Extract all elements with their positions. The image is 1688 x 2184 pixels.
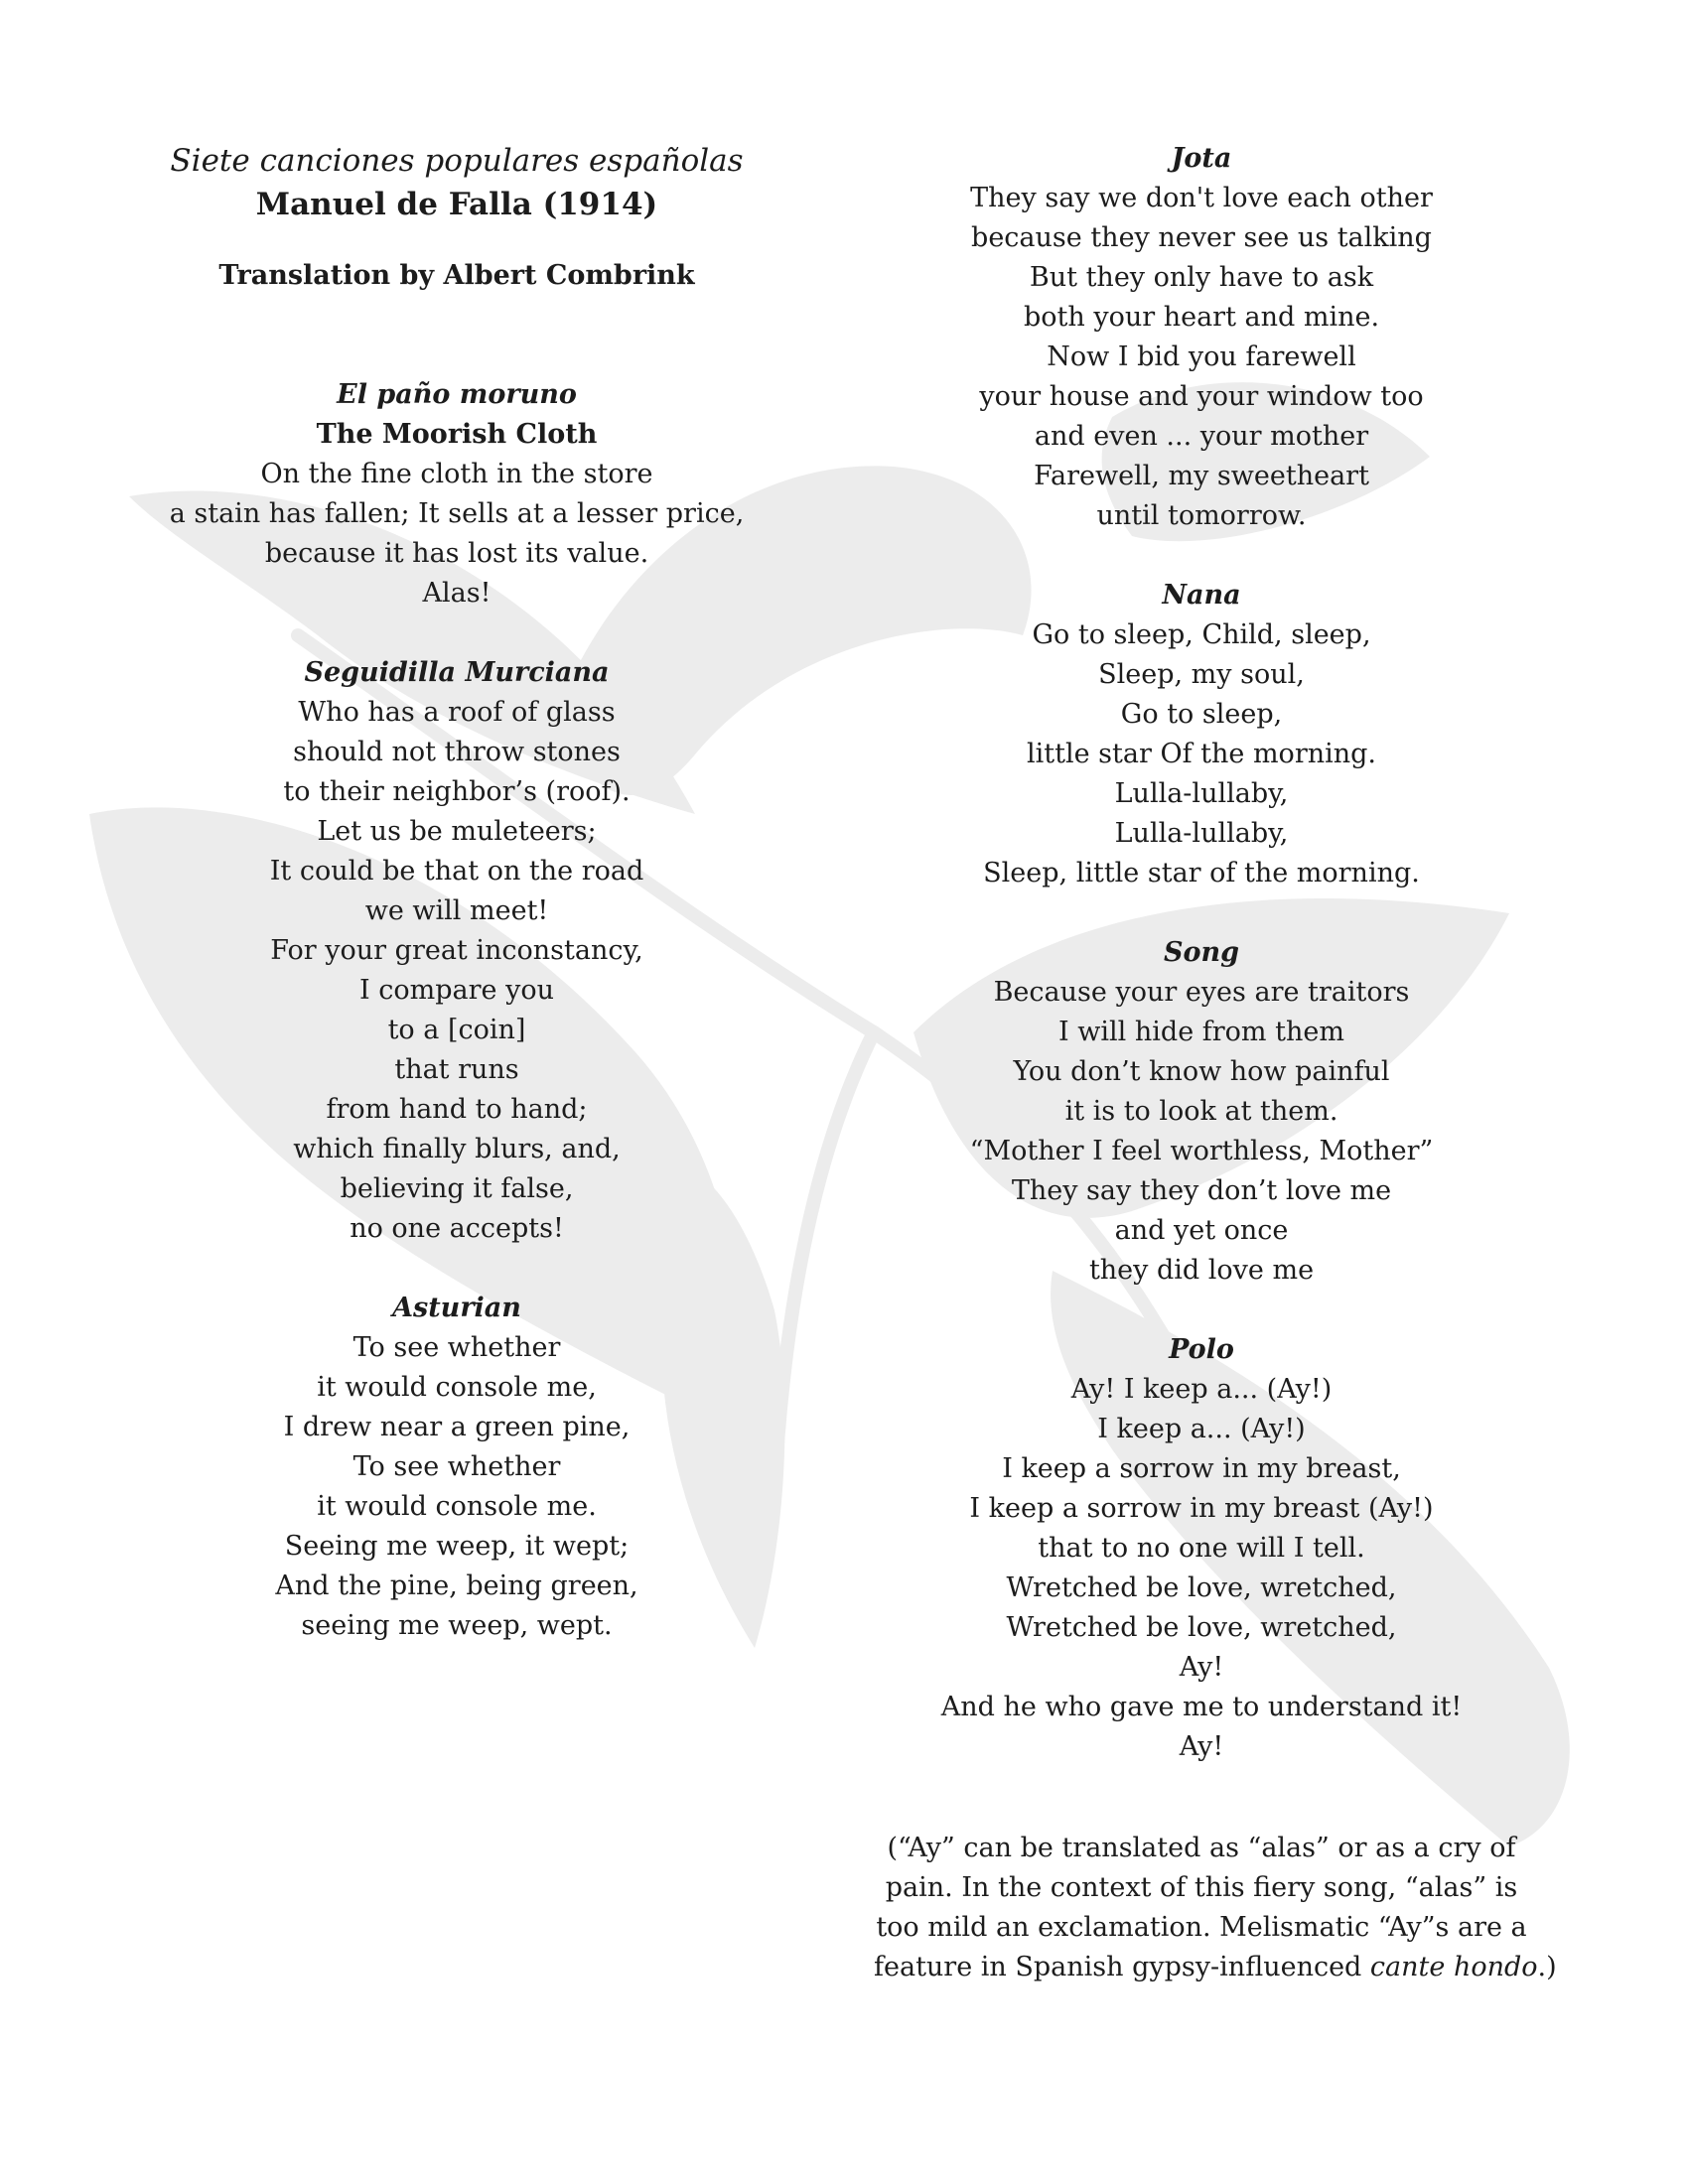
note-emphasis: cante hondo [1369,1952,1538,1982]
verse-line: from hand to hand; [326,1094,588,1125]
verse-line: to a [coin] [387,1015,526,1045]
verse-line: I keep a sorrow in my breast, [1002,1453,1401,1484]
verse-line: I drew near a green pine, [283,1412,631,1442]
verse-line: both your heart and mine. [1023,302,1380,333]
verse-line: On the fine cloth in the store [260,459,653,489]
verse-line: And the pine, being green, [275,1570,638,1601]
verse-line: Go to sleep, [1120,699,1283,730]
translator-credit: Translation by Albert Combrink [218,260,695,291]
note-line: too mild an exclamation. Melismatic “Ay”s are a [876,1912,1527,1943]
note-text: feature in Spanish gypsy-influenced [874,1952,1370,1982]
song-seguidilla-murciana [159,653,755,1249]
verse-line: Sleep, little star of the morning. [983,858,1420,888]
verse-line: And he who gave me to understand it! [940,1692,1463,1722]
verse-line: no one accepts! [350,1213,564,1244]
verse-line: You don’t know how painful [1013,1056,1390,1087]
verse-line: Seeing me weep, it wept; [284,1531,630,1562]
note-line: (“Ay” can be translated as “alas” or as a cry of [887,1833,1516,1863]
translator-note [874,1829,1557,1987]
song-jota [874,139,1529,536]
song-title: Jota [1171,143,1232,174]
verse-line: that runs [394,1054,519,1085]
verse-line: To see whether [352,1332,561,1363]
song-title: Seguidilla Murciana [304,657,610,688]
song-title: Polo [1169,1334,1234,1365]
verse-line: Sleep, my soul, [1098,659,1305,690]
verse-line: I will hide from them [1058,1017,1344,1047]
verse-line: But they only have to ask [1029,262,1374,293]
song-title: El paño moruno [337,379,577,410]
verse-line: which finally blurs, and, [293,1134,621,1164]
verse-line: because it has lost its value. [264,538,649,569]
verse-line: seeing me weep, wept. [301,1610,613,1641]
verse-line: Ay! [1179,1652,1224,1683]
verse-line: because they never see us talking [971,222,1432,253]
stem-lower [774,1032,874,1489]
verse-line: Who has a roof of glass [298,697,616,728]
note-line-last [874,1948,1557,1987]
verse-line: and yet once [1114,1215,1289,1246]
verse-line: Now I bid you farewell [1047,341,1356,372]
verse-line: Wretched be love, wretched, [1006,1612,1397,1643]
verse-line: little star Of the morning. [1026,739,1376,769]
verse-line: should not throw stones [293,737,621,767]
verse-line: it would console me, [317,1372,597,1403]
verse-line: and even ... your mother [1034,421,1369,452]
work-title: Siete canciones populares españolas [170,143,744,179]
verse-line: Farewell, my sweetheart [1034,461,1369,491]
verse-line: your house and your window too [979,381,1424,412]
song-nana [874,576,1529,893]
verse-line: Alas! [422,578,492,609]
note-text-end: .) [1537,1952,1557,1982]
verse-line: Ay! I keep a... (Ay!) [1070,1374,1333,1405]
verse-line: Let us be muleteers; [317,816,597,847]
song-title: Song [1163,937,1240,968]
verse-line: I keep a sorrow in my breast (Ay!) [969,1493,1434,1524]
song-cancion [874,933,1529,1291]
verse-line: to their neighbor’s (roof). [283,776,631,807]
verse-line: it is to look at them. [1064,1096,1338,1127]
verse-line: Because your eyes are traitors [993,977,1410,1008]
verse-line: that to no one will I tell. [1038,1533,1365,1564]
verse-line: Ay! [1179,1731,1224,1762]
verse-line: they did love me [1088,1255,1315,1286]
note-line: pain. In the context of this fiery song, “alas” is [885,1872,1518,1903]
song-subtitle: The Moorish Cloth [316,419,598,450]
verse-line: Wretched be love, wretched, [1006,1572,1397,1603]
verse-line: I keep a... (Ay!) [1097,1414,1306,1444]
verse-line: Lulla-lullaby, [1114,818,1289,849]
verse-line: believing it false, [340,1173,574,1204]
left-column [159,139,755,1646]
verse-line: They say we don't love each other [970,183,1433,213]
verse-line: we will meet! [364,895,549,926]
verse-line: Lulla-lullaby, [1114,778,1289,809]
verse-line: I compare you [359,975,554,1006]
verse-line: until tomorrow. [1096,500,1307,531]
verse-line: For your great inconstancy, [270,935,643,966]
song-polo [874,1330,1529,1767]
verse-line: They say they don’t love me [1011,1175,1392,1206]
song-el-pano-moruno [159,375,755,614]
verse-line: It could be that on the road [269,856,644,887]
composer-line: Manuel de Falla (1914) [255,187,658,222]
song-asturian [159,1289,755,1646]
verse-line: Go to sleep, Child, sleep, [1032,619,1371,650]
song-title: Nana [1162,580,1241,611]
right-column [874,139,1557,1987]
verse-line: it would console me. [317,1491,597,1522]
verse-line: a stain has fallen; It sells at a lesser price, [169,498,745,529]
song-title: Asturian [392,1293,521,1323]
verse-line: To see whether [352,1451,561,1482]
verse-line: “Mother I feel worthless, Mother” [969,1136,1434,1166]
